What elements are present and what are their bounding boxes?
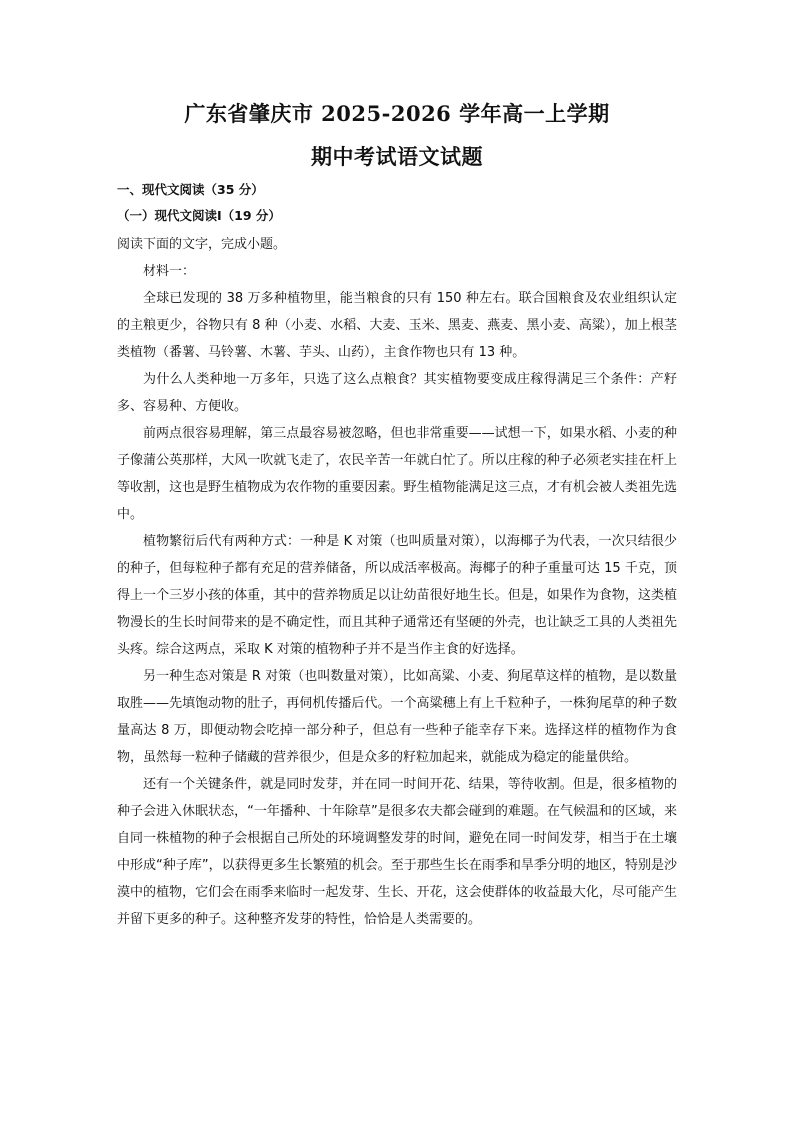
passage-paragraph: 植物繁衍后代有两种方式：一种是 K 对策（也叫质量对策），以海椰子为代表，一次只结很少的种子，但每粒种子都有充足的营养储备，所以成活率极高。海椰子的种子重量可达 15 千克，顶得上一个三岁小孩的体重，其中的营养物质足以让幼苗很好地生长。但是，如果作为食物，这类植物漫长的生长时间带来的是不确定性，而且其种子通常还有坚硬的外壳，也让缺乏工具的人类祖先头疼。综合这两点，采取 K 对策的植物种子并不是当作主食的好选择。 bbox=[117, 534, 677, 657]
instruction-text: 阅读下面的文字，完成小题。 bbox=[117, 237, 287, 252]
passage-paragraph: 为什么人类种地一万多年，只选了这么点粮食？其实植物要变成庄稼得满足三个条件：产籽多、容易种、方便收。 bbox=[117, 372, 677, 414]
passage-paragraph: 前两点很容易理解，第三点最容易被忽略，但也非常重要——试想一下，如果水稻、小麦的种子像蒲公英那样，大风一吹就飞走了，农民辛苦一年就白忙了。所以庄稼的种子必须老实挂在杆上等收割，这也是野生植物成为农作物的重要因素。野生植物能满足这三点，才有机会被人类祖先选中。 bbox=[117, 426, 677, 522]
material-label: 材料一： bbox=[143, 264, 196, 279]
exam-subtitle: 期中考试语文试题 bbox=[311, 144, 483, 169]
passage-paragraph: 另一种生态对策是 R 对策（也叫数量对策），比如高粱、小麦、狗尾草这样的植物，是以数量取胜——先填饱动物的肚子，再伺机传播后代。一个高粱穗上有上千粒种子，一株狗尾草的种子数量高达 8 万，即便动物会吃掉一部分种子，但总有一些种子能幸存下来。选择这样的植物作为食物，虽然每一粒种子储藏的营养很少，但是众多的籽粒加起来，就能成为稳定的能量供给。 bbox=[117, 669, 677, 765]
section-heading: 一、现代文阅读（35 分） bbox=[117, 182, 264, 197]
passage-paragraph: 全球已发现的 38 万多种植物里，能当粮食的只有 150 种左右。联合国粮食及农业组织认定的主粮更少，谷物只有 8 种（小麦、水稻、大麦、玉米、黑麦、燕麦、黑小麦、高粱），加上根茎类植物（番薯、马铃薯、木薯、芋头、山药），主食作物也只有 13 种。 bbox=[117, 291, 677, 360]
subsection-heading: （一）现代文阅读Ⅰ（19 分） bbox=[117, 208, 281, 223]
reading-passage bbox=[117, 231, 677, 933]
exam-title: 广东省肇庆市 2025-2026 学年高一上学期 bbox=[184, 101, 610, 126]
passage-paragraph: 还有一个关键条件，就是同时发芽，并在同一时间开花、结果，等待收割。但是，很多植物的种子会进入休眠状态，“一年播种、十年除草”是很多农夫都会碰到的难题。在气候温和的区域，来自同一株植物的种子会根据自己所处的环境调整发芽的时间，避免在同一时间发芽，相当于在土壤中形成“种子库”，以获得更多生长繁殖的机会。至于那些生长在雨季和旱季分明的地区，特别是沙漠中的植物，它们会在雨季来临时一起发芽、生长、开花，这会使群体的收益最大化，尽可能产生并留下更多的种子。这种整齐发芽的特性，恰恰是人类需要的。 bbox=[117, 777, 677, 927]
